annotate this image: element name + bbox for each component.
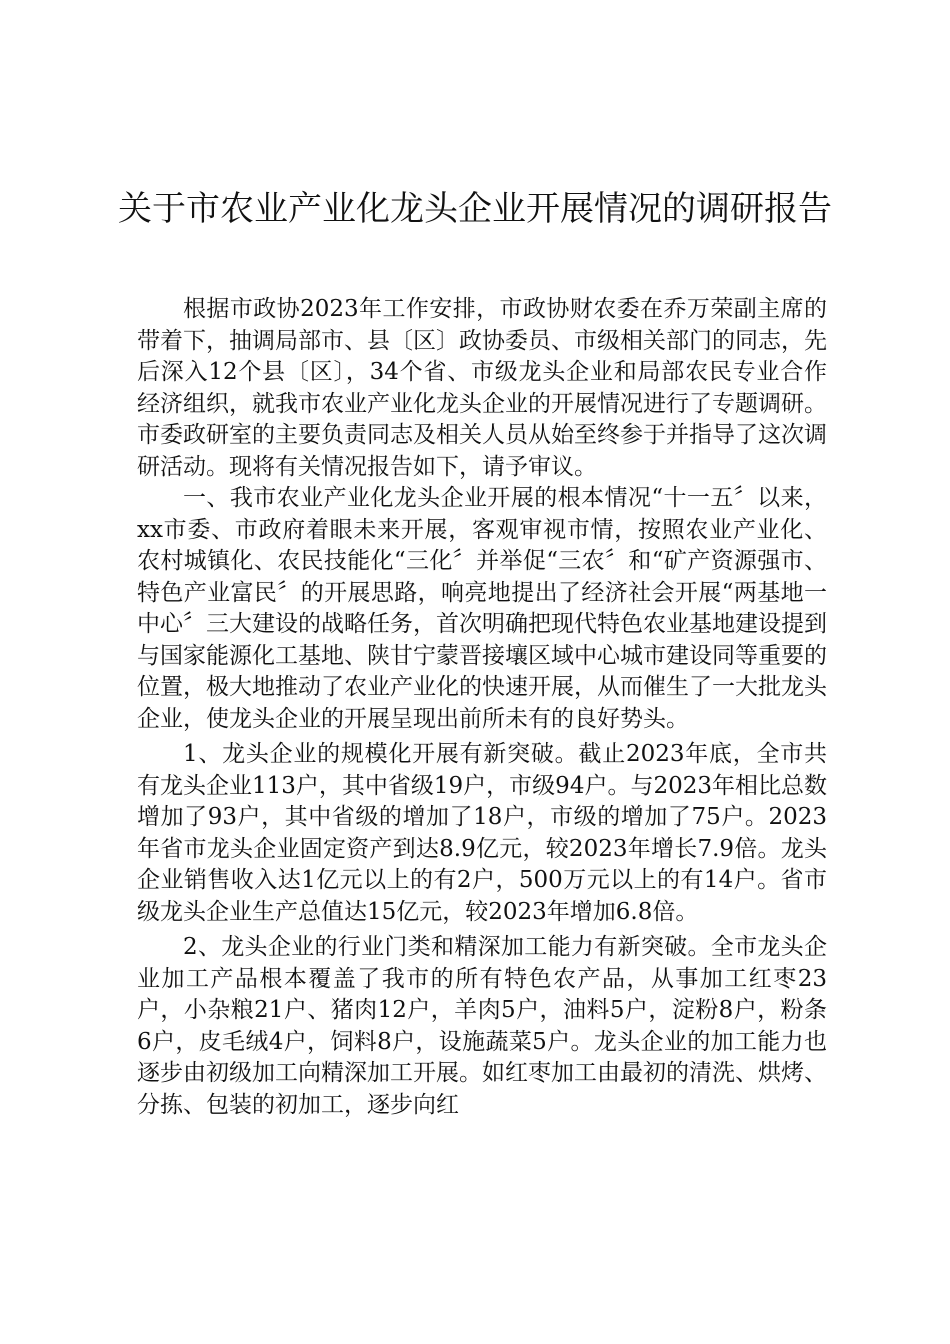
- paragraph-point-one: 1、龙头企业的规模化开展有新突破。截止2023年底，全市共有龙头企业113户，其中省级19户，市级94户。与2023年相比总数增加了93户，其中省级的增加了18户，市级的增加了75户。2023年省市龙头企业固定资产到达8.9亿元，较2023年增长7.9倍。龙头企业销售收入达1亿元以上的有2户，500万元以上的有14户。省市级龙头企业生产总值达15亿元，较2023年增加6.8倍。: [137, 741, 827, 925]
- document-title: 关于市农业产业化龙头企业开展情况的调研报告: [118, 189, 832, 229]
- paragraph-point-two: 2、龙头企业的行业门类和精深加工能力有新突破。全市龙头企业加工产品根本覆盖了我市的所有特色农产品，从事加工红枣23户，小杂粮21户、猪肉12户，羊肉5户，油料5户，淀粉8户，粉条6户，皮毛绒4户，饲料8户，设施蔬菜5户。龙头企业的加工能力也逐步由初级加工向精深加工开展。如红枣加工由最初的清洗、烘烤、分拣、包装的初加工，逐步向红: [137, 934, 827, 1118]
- paragraph-section-one: 一、我市农业产业化龙头企业开展的根本情况“十一五〞以来，xx市委、市政府着眼未来开展，客观审视市情，按照农业产业化、农村城镇化、农民技能化“三化〞并举促“三农〞和“矿产资源强市、特色产业富民〞的开展思路，响亮地提出了经济社会开展“两基地一中心〞三大建设的战略任务，首次明确把现代特色农业基地建设提到与国家能源化工基地、陕甘宁蒙晋接壤区域中心城市建设同等重要的位置，极大地推动了农业产业化的快速开展，从而催生了一大批龙头企业，使龙头企业的开展呈现出前所未有的良好势头。: [137, 485, 827, 732]
- document-body: [137, 294, 827, 1121]
- paragraph-intro: 根据市政协2023年工作安排，市政协财农委在乔万荣副主席的带着下，抽调局部市、县〔区〕政协委员、市级相关部门的同志，先后深入12个县〔区〕，34个省、市级龙头企业和局部农民专业合作经济组织，就我市农业产业化龙头企业的开展情况进行了专题调研。市委政研室的主要负责同志及相关人员从始至终参于并指导了这次调研活动。现将有关情况报告如下，请予审议。: [137, 296, 827, 480]
